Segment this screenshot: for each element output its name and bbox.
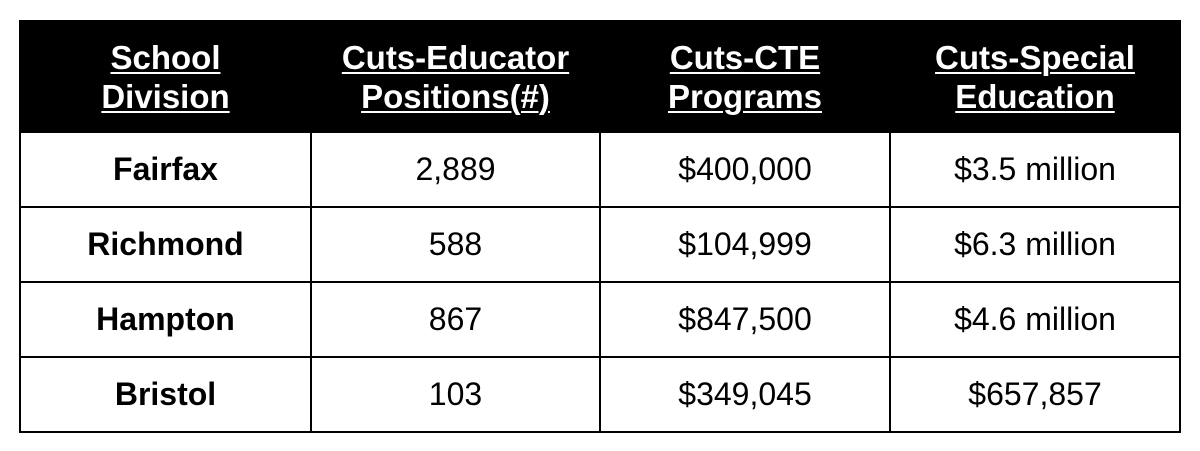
table-row: [20, 282, 1180, 357]
header-line: Cuts-Special: [935, 38, 1135, 76]
cell-school-division: Fairfax: [20, 132, 311, 207]
table-header: [20, 21, 1180, 132]
header-line: School: [110, 38, 221, 76]
header-cuts-educator-positions: [311, 21, 600, 132]
budget-cuts-table: [19, 20, 1181, 433]
cell-educator-positions: 103: [311, 357, 600, 432]
header-line: Programs: [667, 77, 823, 115]
header-line: Cuts-Educator: [341, 38, 570, 76]
cell-educator-positions: 2,889: [311, 132, 600, 207]
cell-special-education: $6.3 million: [890, 207, 1180, 282]
cell-cte-programs: $400,000: [600, 132, 890, 207]
header-cuts-special-education: [890, 21, 1180, 132]
cell-educator-positions: 867: [311, 282, 600, 357]
cell-school-division: Bristol: [20, 357, 311, 432]
table-row: [20, 357, 1180, 432]
header-school-division: [20, 21, 311, 132]
cell-cte-programs: $349,045: [600, 357, 890, 432]
table-row: [20, 207, 1180, 282]
header-line: Education: [955, 77, 1115, 115]
cell-special-education: $3.5 million: [890, 132, 1180, 207]
cell-educator-positions: 588: [311, 207, 600, 282]
cell-cte-programs: $104,999: [600, 207, 890, 282]
header-line: Cuts-CTE: [669, 38, 821, 76]
cell-special-education: $4.6 million: [890, 282, 1180, 357]
table-row: [20, 132, 1180, 207]
table-body: [20, 132, 1180, 432]
cell-special-education: $657,857: [890, 357, 1180, 432]
header-line: Division: [101, 77, 230, 115]
cell-cte-programs: $847,500: [600, 282, 890, 357]
header-row: [20, 21, 1180, 132]
header-cuts-cte-programs: [600, 21, 890, 132]
cell-school-division: Richmond: [20, 207, 311, 282]
header-line: Positions(#): [361, 77, 550, 115]
cell-school-division: Hampton: [20, 282, 311, 357]
